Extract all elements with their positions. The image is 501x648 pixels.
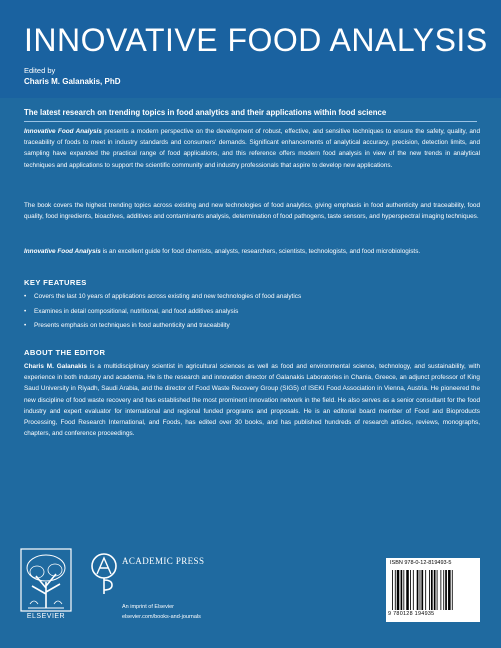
publisher-url: elsevier.com/books-and-journals <box>122 614 201 620</box>
edited-by-label: Edited by <box>24 66 56 75</box>
key-features-heading: KEY FEATURES <box>24 278 87 287</box>
academic-press-name: ACADEMIC PRESS <box>122 556 205 566</box>
intro-text: presents a modern perspective on the development of robust, effective, and sensitive techniques to ensure the safety, quality, and traceability of foods to meet in industry standards and consumers' demands. Significant enhancements of analytical accuracy, precision, detection limits, and sampling have expanded the practical range of food applications, and this reference offers modern food analysis in view of the new trends in analytical techniques and applications to support the scientific community and industry professionals that aspire to develop new applications. <box>24 128 480 169</box>
key-features-list <box>24 293 480 337</box>
editor-name: Charis M. Galanakis, PhD <box>24 77 121 86</box>
about-editor-paragraph <box>24 361 480 439</box>
divider <box>24 121 477 122</box>
audience-text: is an excellent guide for food chemists, analysts, researchers, scientists, technologists, and food microbiologists. <box>100 248 421 255</box>
elsevier-tree-logo <box>20 548 72 618</box>
list-item: • Presents emphasis on techniques in food authenticity and traceability <box>24 322 480 337</box>
barcode-number: 9 780128 194935 <box>388 611 435 617</box>
isbn-barcode-box <box>386 558 480 622</box>
audience-lead: Innovative Food Analysis <box>24 248 101 255</box>
coverage-paragraph: The book covers the highest trending topics across existing and new technologies of food analytics, giving emphasis in food authenticity and traceability, food quality, food ingredients, bioactives, additives and contaminants analysis, determination of food pathogens, taste sensors, and hyperspectral imaging techniques. <box>24 202 480 221</box>
about-editor-name: Charis M. Galanakis <box>24 363 87 370</box>
imprint-text: An imprint of Elsevier <box>122 604 174 610</box>
tagline: The latest research on trending topics in food analytics and their applications within food science <box>24 108 387 117</box>
list-item: • Examines in detail compositional, nutritional, and food additives analysis <box>24 308 480 323</box>
audience-paragraph <box>24 246 480 257</box>
list-item: • Covers the last 10 years of applications across existing and new technologies of food analytics <box>24 293 480 308</box>
intro-lead: Innovative Food Analysis <box>24 128 102 135</box>
about-editor-text: is a multidisciplinary scientist in agricultural sciences as well as food and environmental science, technology, and sustainability, with experience in both industry and academia. He is the research and innovation director of Galanakis Laboratories in Chania, Greece, an adjunct professor of King Saud University in Riyadh, Saudi Arabia, and the director of Food Waste Recovery Group (SIG5) of ISEKI Food Association in Vienna, Austria. He pioneered the new discipline of food waste recovery and has established the most prominent innovation network in the field. He also serves as a senior consultant for the food industry and expert evaluator for international and regional funded programs and proposals. He is an editorial board member of Food and Bioproducts Processing, Food Research International, and Foods, has edited over 30 books, and has published hundreds of research articles, reviews, monographs, chapters, and conference proceedings. <box>24 363 480 438</box>
elsevier-wordmark: ELSEVIER <box>26 613 66 620</box>
intro-paragraph <box>24 126 480 171</box>
academic-press-logo <box>90 552 118 596</box>
book-title: INNOVATIVE FOOD ANALYSIS <box>24 22 488 58</box>
about-editor-heading: ABOUT THE EDITOR <box>24 348 106 357</box>
isbn-label: ISBN 978-0-12-819493-5 <box>390 560 452 566</box>
barcode <box>392 570 474 610</box>
